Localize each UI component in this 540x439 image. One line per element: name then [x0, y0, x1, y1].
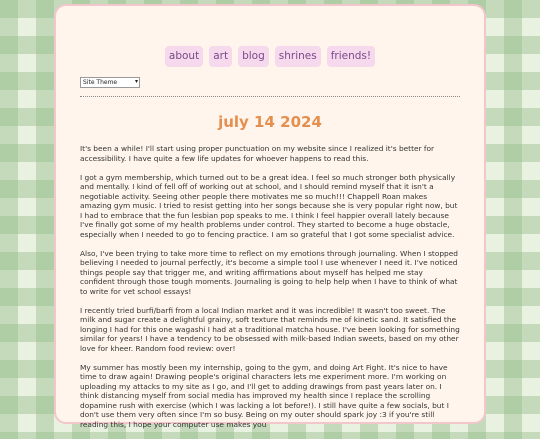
post-title: july 14 2024: [218, 113, 322, 131]
post-paragraph: I got a gym membership, which turned out to be a great idea. I feel so much stronger both physically and mentally. I kind of fell off of working out at school, and I should remind myself that it isn't a negotiable activity. Seeing other people there motivates me so much!!! Chappell Roan makes amazing gym music. I tried to resist getting into her songs because she is very popular right now, but I had to embrace that the fun lesbian pop speaks to me. I think I feel happier overall lately because I've finally got some of my health problems under control. They started to become a huge obstacle, especially when I needed to go to fencing practice. I am so grateful that I got some specialist advice.: [80, 172, 458, 239]
nav-link-shrines[interactable]: shrines: [275, 46, 321, 67]
nav-link-about[interactable]: about: [165, 46, 203, 67]
post-paragraph: Also, I've been trying to take more time to reflect on my emotions through journaling. When I stopped believing I needed to journal perfectly, it's become a simple tool I use whenever I need it. I've noticed things people say that trigger me, and writing affirmations about myself has helped me stay confident through those tough moments. Journaling is going to help help when I have to think of what to write for vet school essays!: [80, 248, 458, 296]
theme-select-value: Site Theme: [83, 79, 118, 86]
page-container: [54, 4, 486, 429]
nav-link-blog[interactable]: blog: [238, 46, 269, 67]
post-paragraph: My summer has mostly been my internship, going to the gym, and doing Art Fight. It's nice to have time to draw again! Drawing people's original characters lets me experiment more. I'm working on uploading my attacks to my site as I go, and I'll get to adding drawings from past years later on. I think distancing myself from social media has improved my health since I replace the scrolling dopamine rush with exercise (which I was lacking a lot before!). I still have quite a few socials, but I don't use them very often since I'm so busy. Being on my outer should spark joy :3 if you're still reading this, I hope your computer use makes you: [80, 362, 449, 429]
post-paragraph: It's been a while! I'll start using proper punctuation on my website since I realized it's better for accessibility. I have quite a few life updates for whoever happens to read this.: [80, 144, 435, 163]
divider: [80, 96, 460, 97]
main-nav: [56, 46, 484, 67]
post-paragraph: I recently tried burfi/barfi from a local Indian market and it was incredible! It wasn't too sweet. The milk and sugar create a delightful grainy, soft texture that reminds me of kinetic sand. It satisfied the longing I had for this one wagashi I had at a traditional matcha house. I've been looking for something similar for years! I have a tendency to be obsessed with milk-based Indian sweets, based on my other love for kheer. Random food review: over!: [80, 305, 460, 353]
theme-select[interactable]: [80, 77, 140, 88]
nav-link-friends[interactable]: friends!: [327, 46, 375, 67]
post-content: [80, 144, 460, 439]
chevron-down-icon: ▾: [134, 78, 138, 85]
nav-link-art[interactable]: art: [209, 46, 232, 67]
